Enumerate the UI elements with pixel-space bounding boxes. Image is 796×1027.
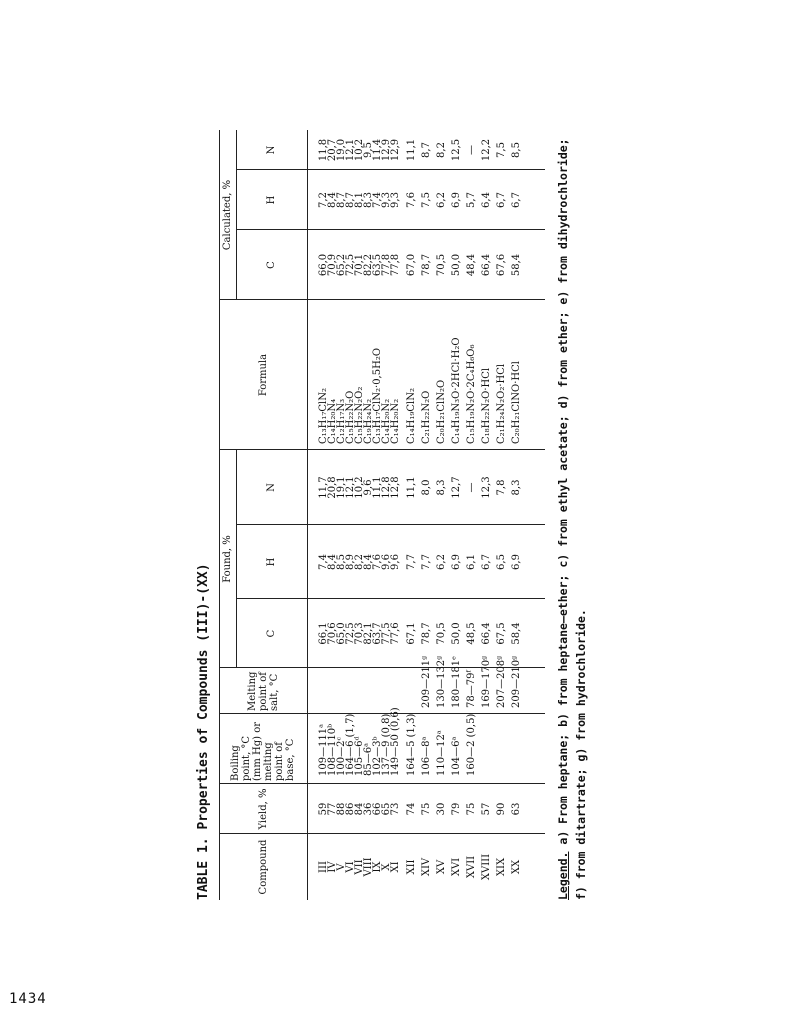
calc-n-cell: 12,5 bbox=[451, 138, 462, 162]
calc-c-cell: 66,4 bbox=[481, 253, 492, 277]
header-yield: Yield, % bbox=[257, 788, 269, 830]
calc-n-cell: — bbox=[466, 145, 477, 155]
found-h-cell: 6,2 bbox=[436, 554, 447, 570]
compound-cell: XII bbox=[406, 859, 417, 875]
formula-cell: C₁₈H₂₂N₂O·HCl bbox=[481, 367, 492, 444]
boiling-point-cell: 109—111ᵃ 108—110ᵇ 100—2ᶜ 164—6 (1,7) 105—6ᵈ 85—6ᵃ 102—3ᵇ 137—9 (0,8) 149—50 (0,6) bbox=[318, 707, 401, 776]
calc-c-cell: 48,4 bbox=[466, 253, 477, 277]
formula-cell: C₂₁H₂₄N₂O₂·HCl bbox=[496, 363, 507, 444]
calc-h-cell: 7,2 8,4 8,7 8,7 8,1 8,3 7,4 9,3 9,3 bbox=[318, 192, 401, 208]
found-h-cell: 6,5 bbox=[496, 554, 507, 570]
boiling-point-cell: 104—6ᵃ bbox=[451, 736, 462, 776]
calc-n-cell: 12,2 bbox=[481, 138, 492, 162]
header-calc-n: N bbox=[266, 145, 277, 155]
calc-h-cell: 6,7 bbox=[511, 192, 522, 208]
page-number: 1434 bbox=[9, 991, 47, 1007]
header-bottom-rule bbox=[307, 130, 308, 900]
formula-cell: C₂₁H₂₂N₂O bbox=[421, 390, 432, 444]
yield-cell: 90 bbox=[496, 802, 507, 816]
found-h-cell: 7,7 bbox=[421, 554, 432, 570]
yield-cell: 75 bbox=[466, 802, 477, 816]
header-found: Found, % bbox=[222, 535, 233, 583]
calc-n-cell: 8,7 bbox=[421, 142, 432, 158]
calc-c-cell: 66,0 70,9 65,2 72,5 70,1 82,2 63,5 77,8 77,8 bbox=[318, 253, 401, 277]
formula-cell: C₂₀H₂₁ClN₂O bbox=[436, 379, 447, 444]
found-n-cell: 7,8 bbox=[496, 479, 507, 496]
boiling-point-cell: 160—2 (0,5) bbox=[466, 713, 477, 776]
calc-n-cell: 11,1 bbox=[406, 138, 417, 162]
header-calc-h: H bbox=[266, 195, 277, 205]
yield-cell: 75 bbox=[421, 802, 432, 816]
calc-h-cell: 7,5 bbox=[421, 192, 432, 208]
compound-cell: XVI bbox=[451, 857, 462, 877]
calc-c-cell: 70,5 bbox=[436, 253, 447, 277]
formula-cell: C₁₃H₁₇ClN₂ C₁₄H₂₀N₄ C₁₂H₁₇N₃ C₁₅H₂₂N₂O C₁₅H₂₂N₂O₂ C₁₉H₂₄N₂ C₁₃H₁₇ClN₂·0,5H₂O C₁₄H₂₀N₂ C₁₄H₂₀N₂ bbox=[318, 347, 401, 444]
yield-cell: 59 77 88 86 84 36 66 65 73 bbox=[318, 802, 401, 816]
found-n-cell: 8,3 bbox=[511, 479, 522, 496]
table-caption: TABLE 1. Properties of Compounds (III)-(XX) bbox=[196, 563, 211, 900]
boiling-point-cell: 164—5 (1,3) bbox=[406, 713, 417, 776]
found-h-cell: 6,9 bbox=[511, 554, 522, 570]
yield-cell: 79 bbox=[451, 802, 462, 816]
rotated-table-block bbox=[192, 100, 612, 900]
formula-cell: C₁₄H₁₉ClN₂ bbox=[406, 387, 417, 444]
found-n-cell: 11,1 bbox=[406, 476, 417, 499]
found-c-cell: 58,4 bbox=[511, 622, 522, 645]
calc-c-cell: 58,4 bbox=[511, 253, 522, 277]
found-h-cell: 6,7 bbox=[481, 554, 492, 570]
yield-cell: 63 bbox=[511, 802, 522, 816]
calc-n-cell: 8,2 bbox=[436, 142, 447, 158]
formula-cell: C₁₄H₁₉N₃O·2HCl·H₂O bbox=[451, 337, 462, 444]
calc-c-cell: 78,7 bbox=[421, 253, 432, 277]
found-c-cell: 48,5 bbox=[466, 622, 477, 645]
header-found-n: N bbox=[266, 483, 277, 492]
header-salt-melting-point: Melting point of salt, °C bbox=[246, 671, 280, 711]
formula-cell: C₁₅H₁₉N₂O·2C₄H₆O₆ bbox=[466, 344, 477, 444]
found-n-cell: 11,7 20,8 19,1 12,1 10,2 9,6 11,1 12,8 12,8 bbox=[318, 476, 401, 499]
found-n-cell: — bbox=[466, 482, 477, 493]
calc-n-cell: 7,5 bbox=[496, 142, 507, 158]
salt-mp-cell: 78—79ᶠ bbox=[466, 670, 477, 708]
calc-c-cell: 50,0 bbox=[451, 253, 462, 277]
found-c-cell: 70,5 bbox=[436, 622, 447, 645]
header-calculated: Calculated, % bbox=[222, 179, 233, 251]
boiling-point-cell: 106—8ᵃ bbox=[421, 736, 432, 776]
found-c-cell: 67,1 bbox=[406, 622, 417, 645]
found-h-cell: 7,4 8,4 8,5 8,9 8,2 8,4 7,6 9,6 9,6 bbox=[318, 554, 401, 570]
found-n-cell: 12,3 bbox=[481, 476, 492, 499]
calc-h-cell: 5,7 bbox=[466, 192, 477, 208]
legend-label: Legend. bbox=[556, 851, 570, 900]
compound-cell: XIV bbox=[421, 857, 432, 877]
calc-c-cell: 67,6 bbox=[496, 253, 507, 277]
header-found-h: H bbox=[266, 557, 277, 567]
found-c-cell: 78,7 bbox=[421, 622, 432, 645]
calc-h-cell: 6,4 bbox=[481, 192, 492, 208]
compound-cell: XX bbox=[511, 859, 522, 875]
calc-h-cell: 6,9 bbox=[451, 192, 462, 208]
found-n-cell: 8,3 bbox=[436, 479, 447, 496]
salt-mp-cell: 209—211ᵍ bbox=[421, 655, 432, 708]
header-formula: Formula bbox=[257, 353, 269, 397]
found-h-cell: 7,7 bbox=[406, 554, 417, 570]
compound-cell: XVIII bbox=[481, 853, 492, 881]
legend-text: a) From heptane; b) from heptane—ether; c) from ethyl acetate; d) from ether; e) from dihydrochloride; f) from ditartrate; g) from hydrochloride. bbox=[556, 138, 588, 900]
yield-cell: 74 bbox=[406, 802, 417, 816]
found-h-cell: 6,1 bbox=[466, 554, 477, 570]
salt-mp-cell: 130—132ᵍ bbox=[436, 655, 447, 708]
compound-cell: XIX bbox=[496, 857, 507, 877]
calc-h-cell: 6,2 bbox=[436, 192, 447, 208]
compound-cell: XVII bbox=[466, 855, 477, 879]
header-found-c: C bbox=[266, 629, 277, 638]
yield-cell: 57 bbox=[481, 802, 492, 816]
salt-mp-cell: 180—181ᵉ bbox=[451, 655, 462, 708]
yield-cell: 30 bbox=[436, 802, 447, 816]
header-compound: Compound bbox=[257, 839, 269, 895]
found-h-cell: 6,9 bbox=[451, 554, 462, 570]
salt-mp-cell: 209—210ᵍ bbox=[511, 655, 522, 708]
found-c-cell: 50,0 bbox=[451, 622, 462, 645]
found-n-cell: 12,7 bbox=[451, 476, 462, 499]
boiling-point-cell: 110—12ᵃ bbox=[436, 730, 447, 776]
header-calc-c: C bbox=[266, 261, 277, 269]
compound-cell: XV bbox=[436, 859, 447, 875]
found-c-cell: 67,5 bbox=[496, 622, 507, 645]
found-c-cell: 66,1 70,6 65,0 72,5 70,3 82,1 63,7 77,5 77,6 bbox=[318, 622, 401, 645]
calc-n-cell: 8,5 bbox=[511, 142, 522, 158]
salt-mp-cell: 207—208ᵍ bbox=[496, 655, 507, 708]
calc-h-cell: 6,7 bbox=[496, 192, 507, 208]
calc-c-cell: 67,0 bbox=[406, 253, 417, 277]
salt-mp-cell: 169—170ᵍ bbox=[481, 655, 492, 708]
calc-h-cell: 7,6 bbox=[406, 192, 417, 208]
found-n-cell: 8,0 bbox=[421, 479, 432, 496]
compound-cell: III IV V VI VII VIII IX X XI bbox=[318, 857, 401, 877]
table-legend bbox=[554, 120, 590, 900]
header-boiling-point: Boiling point, °C (mm Hg) or melting point of base, °C bbox=[230, 721, 296, 781]
calc-n-cell: 11,8 20,7 19,0 12,1 10,2 9,5 11,4 12,9 12,9 bbox=[318, 138, 401, 162]
found-c-cell: 66,4 bbox=[481, 622, 492, 645]
formula-cell: C₂₀H₂₁ClNO·HCl bbox=[511, 361, 522, 444]
